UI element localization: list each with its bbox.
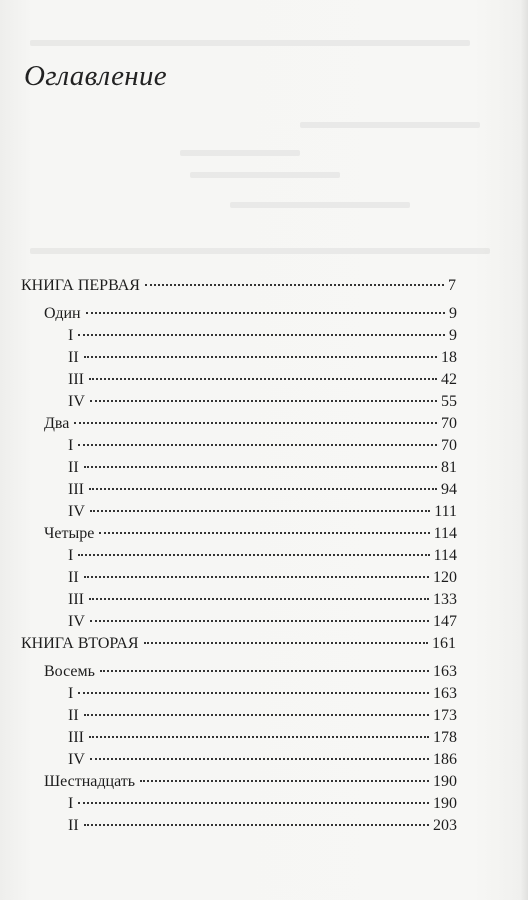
- toc-entry-sect: [68, 684, 457, 704]
- toc-entry-page-number: 147: [433, 613, 457, 630]
- toc-entry-page-number: 111: [434, 503, 457, 520]
- toc-entry-sect: [68, 706, 457, 726]
- dot-leader: [89, 597, 429, 600]
- dot-leader: [78, 801, 429, 804]
- toc-entry-book: [21, 634, 456, 654]
- dot-leader: [99, 531, 429, 534]
- dot-leader: [86, 311, 445, 314]
- toc-entry-label: III: [68, 591, 84, 608]
- toc-entry-label: III: [68, 371, 84, 388]
- dot-leader: [78, 333, 445, 336]
- toc-entry-label: КНИГА ВТОРАЯ: [21, 635, 139, 652]
- toc-entry-chap: [44, 662, 457, 682]
- dot-leader: [90, 399, 437, 402]
- toc-entry-sect: [68, 590, 457, 610]
- bleed-through-mark: [30, 248, 490, 254]
- toc-entry-page-number: 178: [433, 729, 457, 746]
- toc-entry-page-number: 81: [441, 459, 457, 476]
- toc-entry-label: КНИГА ПЕРВАЯ: [21, 277, 140, 294]
- toc-entry-sect: [68, 750, 457, 770]
- dot-leader: [84, 575, 429, 578]
- bleed-through-mark: [230, 202, 410, 208]
- page-edge-shadow: [520, 0, 528, 900]
- toc-entry-label: III: [68, 729, 84, 746]
- toc-entry-chap: [44, 772, 457, 792]
- toc-entry-sect: [68, 502, 457, 522]
- toc-entry-sect: [68, 458, 457, 478]
- toc-entry-label: Один: [44, 305, 81, 322]
- toc-entry-chap: [44, 304, 457, 324]
- toc-entry-page-number: 161: [432, 635, 456, 652]
- bleed-through-mark: [190, 172, 340, 178]
- toc-entry-page-number: 9: [449, 327, 457, 344]
- dot-leader: [140, 779, 429, 782]
- toc-entry-page-number: 114: [433, 525, 457, 542]
- toc-entry-label: II: [68, 349, 79, 366]
- dot-leader: [78, 443, 437, 446]
- toc-entry-label: Два: [44, 415, 70, 432]
- toc-entry-page-number: 120: [433, 569, 457, 586]
- toc-entry-label: II: [68, 459, 79, 476]
- toc-entry-label: II: [68, 569, 79, 586]
- toc-entry-chap: [44, 524, 457, 544]
- toc-entry-page-number: 190: [433, 795, 457, 812]
- dot-leader: [84, 713, 429, 716]
- toc-entry-page-number: 190: [433, 773, 457, 790]
- toc-entry-book: [21, 276, 456, 296]
- bleed-through-mark: [30, 40, 470, 46]
- toc-entry-sect: [68, 546, 457, 566]
- bleed-through-mark: [180, 150, 300, 156]
- dot-leader: [144, 641, 429, 644]
- toc-entry-label: IV: [68, 613, 85, 630]
- toc-entry-sect: [68, 480, 457, 500]
- toc-entry-page-number: 186: [433, 751, 457, 768]
- dot-leader: [145, 283, 444, 286]
- toc-entry-label: I: [68, 685, 74, 702]
- dot-leader: [89, 377, 437, 380]
- toc-entry-sect: [68, 816, 457, 836]
- toc-entry-sect: [68, 728, 457, 748]
- dot-leader: [89, 735, 429, 738]
- toc-entry-label: I: [68, 327, 74, 344]
- dot-leader: [100, 669, 429, 672]
- toc-entry-label: IV: [68, 751, 85, 768]
- toc-entry-sect: [68, 794, 457, 814]
- dot-leader: [78, 691, 429, 694]
- toc-entry-sect: [68, 568, 457, 588]
- toc-entry-sect: [68, 436, 457, 456]
- toc-entry-page-number: 114: [433, 547, 457, 564]
- toc-entry-label: Четыре: [44, 525, 95, 542]
- bleed-through-mark: [300, 122, 480, 128]
- page-title: Оглавление: [24, 60, 167, 92]
- toc-entry-sect: [68, 348, 457, 368]
- toc-entry-page-number: 203: [433, 817, 457, 834]
- dot-leader: [78, 553, 429, 556]
- toc-entry-page-number: 70: [441, 437, 457, 454]
- toc-entry-page-number: 173: [433, 707, 457, 724]
- dot-leader: [74, 421, 437, 424]
- dot-leader: [84, 355, 437, 358]
- toc-entry-label: IV: [68, 393, 85, 410]
- toc-entry-page-number: 9: [449, 305, 457, 322]
- toc-entry-sect: [68, 370, 457, 390]
- dot-leader: [90, 619, 429, 622]
- toc-entry-label: Восемь: [44, 663, 95, 680]
- toc-entry-chap: [44, 414, 457, 434]
- toc-entry-page-number: 18: [441, 349, 457, 366]
- toc-entry-label: II: [68, 707, 79, 724]
- toc-entry-sect: [68, 326, 457, 346]
- toc-entry-label: I: [68, 795, 74, 812]
- dot-leader: [90, 757, 429, 760]
- toc-entry-page-number: 163: [433, 663, 457, 680]
- dot-leader: [84, 465, 437, 468]
- toc-entry-label: I: [68, 437, 74, 454]
- dot-leader: [84, 823, 429, 826]
- toc-entry-page-number: 163: [433, 685, 457, 702]
- toc-entry-page-number: 94: [441, 481, 457, 498]
- toc-entry-page-number: 55: [441, 393, 457, 410]
- toc-entry-label: III: [68, 481, 84, 498]
- toc-entry-label: IV: [68, 503, 85, 520]
- toc-entry-label: II: [68, 817, 79, 834]
- toc-entry-label: I: [68, 547, 74, 564]
- toc-entry-page-number: 133: [433, 591, 457, 608]
- toc-entry-page-number: 70: [441, 415, 457, 432]
- toc-entry-page-number: 42: [441, 371, 457, 388]
- dot-leader: [89, 487, 437, 490]
- dot-leader: [90, 509, 430, 512]
- toc-entry-label: Шестнадцать: [44, 773, 136, 790]
- toc-entry-page-number: 7: [448, 277, 456, 294]
- toc-entry-sect: [68, 612, 457, 632]
- toc-entry-sect: [68, 392, 457, 412]
